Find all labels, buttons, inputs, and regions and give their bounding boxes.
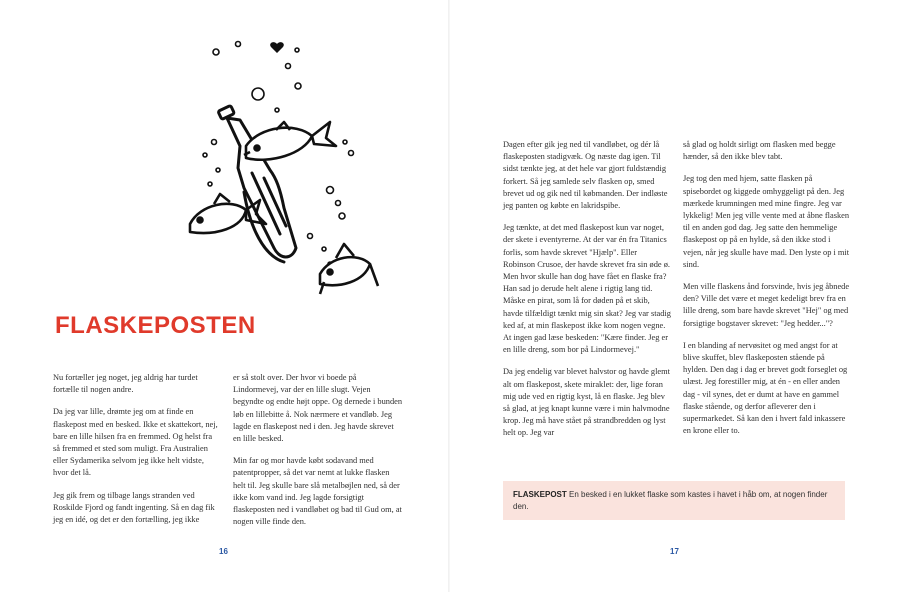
heart-bubble-icon — [270, 42, 284, 53]
text-column-right-1 — [503, 139, 671, 450]
fish-bottom-right-icon — [320, 244, 378, 294]
paragraph: Da jeg var lille, drømte jeg om at finde en flaskepost med en besked. Ikke et skattekort, nej, bare en lille hilsen fra en fremmed. Og helst fra så fremmed et sted som muligt. Fra Australien eller Sydamerika selvom jeg ikke helt vidste, hvor det lå. — [53, 407, 218, 478]
paragraph: Dagen efter gik jeg ned til vandløbet, og dér lå flaskeposten stadigvæk. Og næste dag igen. Til sidst tænkte jeg, at det hele var gjort fuldstændig forkert. Så jeg samlede selv flasken op, smed brevet ud og gik ned til købmanden. Der indløste jeg panten og købte en lakridspibe. — [503, 140, 668, 211]
paragraph: Jeg tog den med hjem, satte flasken på spisebordet og kiggede omhyggeligt på den. Jeg mærkede krumningen med mine fingre. Jeg var lykkelig! Men jeg ville vente med at åbne flasken til en anden god dag. Jeg satte den hemmelige flaskepost op på en hylde, så den ikke stod i vejen, når jeg skulle have mad. Den lyste op i mit sind. — [683, 174, 850, 269]
definition-text: En besked i en lukket flaske som kastes i havet i håb om, at nogen finder den. — [513, 490, 828, 511]
paragraph: så glad og holdt sirligt om flasken med begge hænder, så den ikke blev tabt. — [683, 140, 836, 162]
chapter-title: FLASKEPOSTEN — [55, 312, 256, 339]
paragraph: Men ville flaskens ånd forsvinde, hvis jeg åbnede den? Ville det være et meget kedeligt brev fra en lille dreng, som bare havde skrevet "Hej" og med forsigtige bogstaver skrevet: "Jeg hedder..."? — [683, 282, 850, 328]
text-column-left-1 — [53, 372, 221, 536]
text-column-right-2 — [683, 139, 851, 447]
text-column-left-2 — [233, 372, 403, 538]
paragraph: Jeg tænkte, at det med flaskepost kun var noget, der skete i eventyrerne. At der var én fra Titanics forlis, som havde skrevet "Hjælp". Eller Robinson Crusoe, der havde skrevet fra sin øde ø. Men hvor skulle han dog have fået en flaske fra? Han sad jo derude helt alene i rigtig lang tid. Måske en pirat, som lå for døden på et skib, havde tilfældigt tænkt mig sin skat? Jeg var stadig ked af, at min flaskepost ikke kom nogen vegne. At ingen gad læse beskeden: "Kære finder. Jeg er en lille dreng, som bor på Lindormevej." — [503, 223, 671, 355]
paragraph: Nu fortæller jeg noget, jeg aldrig har turdet fortælle til nogen andre. — [53, 373, 198, 395]
bottle-fish-illustration — [180, 38, 380, 300]
definition-box — [503, 481, 845, 520]
paragraph: Jeg gik frem og tilbage langs stranden ved Roskilde Fjord og fandt ingenting. Så en dag fik jeg en idé, og det er den fortælling, jeg ikke — [53, 490, 215, 525]
page-number-right: 17 — [670, 547, 679, 556]
paragraph: Min far og mor havde købt sodavand med patentpropper, så det var nemt at lukke flasken helt til. Jeg skulle bare slå metalbøjlen ned, så der ikke kom vand ind. Jeg lagde forsigtigt flaskeposten ned i vandløbet og bad til Gud om, at nogen ville finde den. — [233, 456, 402, 527]
paragraph: I en blanding af nervøsitet og med angst for at blive skuffet, blev flaskeposten stående på hylden. Den dag i dag er brevet godt forseglet og ulæst. Jeg forestiller mig, at én - en eller anden dag - vil synes, det er dumt at have en gammel flaske stående, og derfor afleverer den i supermarkedet. Så kan den i hvert fald inkassere en krone eller to. — [683, 340, 848, 436]
paragraph: er så stolt over. Der hvor vi boede på Lindormevej, var der en lille slugt. Vejen begyndte og endte højt oppe. Og dernede i bunden løb en lillebitte å. Nok nærmere et vandløb. Jeg lagde en flaskepost ned i den. Jeg havde skrevet en lille besked. — [233, 373, 403, 444]
page-number-left: 16 — [219, 547, 228, 556]
paragraph: Da jeg endelig var blevet halvstor og havde glemt alt om flaskepost, skete miraklet: der, lige foran mig ude ved en rigtig kyst, lå en flaske. Jeg blev så glad, at jeg knapt kunne være i min halvmodne krop. Jeg må have stået på strandbredden og lyst helt op. Jeg var — [503, 367, 670, 438]
left-page — [0, 0, 449, 592]
fish-top-icon — [244, 122, 336, 160]
definition-term: FLASKEPOST — [513, 490, 567, 499]
